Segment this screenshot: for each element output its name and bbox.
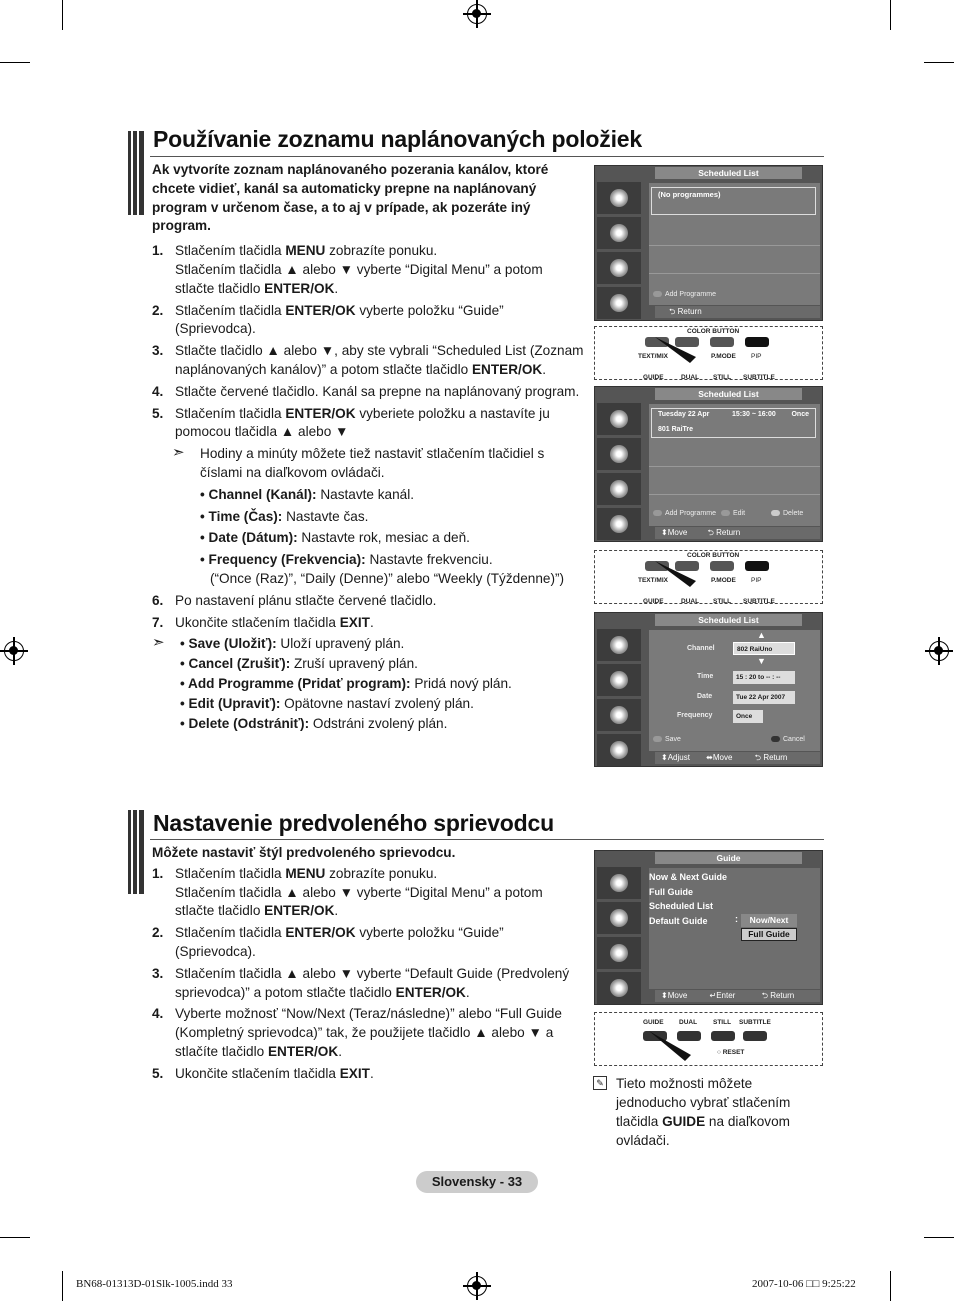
still-button[interactable] (711, 1031, 735, 1041)
edit-button[interactable]: Edit (721, 510, 745, 517)
step-item: 5. Ukončite stlačením tlačidla EXIT. (152, 1065, 374, 1081)
step-item: 6. Po nastavení plánu stlačte červené tlačidlo. (152, 592, 437, 608)
return-hint: ⮌ Return (761, 991, 795, 1000)
setup-menu-icon (597, 972, 641, 1004)
bullet-item: • Frequency (Frekvencia): Nastavte frekvenciu. (“Once (Raz)”, “Daily (Denne)” alebo “Weekly (Týždenne)”) (200, 552, 565, 586)
add-programme-button[interactable]: Add Programme (653, 510, 716, 517)
time-field[interactable]: 15 : 20 to -- : -- (733, 671, 795, 684)
return-hint: ⮌ Return (754, 753, 788, 762)
sound-menu-icon (597, 902, 641, 934)
bullet-item: • Date (Dátum): Nastavte rok, mesiac a deň. (200, 530, 470, 546)
scheduled-item[interactable]: Tuesday 22 Apr 15:30 ~ 16:00 Once 801 RaiTre (651, 408, 816, 438)
sound-menu-icon (597, 438, 641, 470)
still-label: STILL (713, 374, 732, 380)
dual-label: DUAL (681, 598, 700, 604)
sound-menu-icon (597, 664, 641, 696)
step-item: 5. Stlačením tlačidla ENTER/OK vyberiete položku a nastavíte ju pomocou tlačidla ▲ alebo ▼ (152, 405, 550, 440)
menu-item-default-guide[interactable]: Default Guide (649, 915, 708, 926)
screen-title: Scheduled List (655, 614, 802, 626)
crop-mark (890, 0, 891, 30)
screen-footer (655, 306, 820, 318)
menu-item-scheduled-list[interactable]: Scheduled List (649, 901, 714, 911)
textmix-label: TEXT/MIX (638, 353, 668, 360)
section-rule (150, 839, 824, 840)
registration-mark-icon (467, 1276, 487, 1296)
guide-menu-panel (649, 868, 820, 989)
remote-crop-guide-button (594, 1012, 823, 1066)
tip-text: Tieto možnosti môžete jednoducho vybrať stlačením tlačidla GUIDE na diaľkovom ovládači. (616, 1076, 791, 1148)
green-button-icon (721, 510, 730, 516)
option-full-guide[interactable]: Full Guide (741, 928, 797, 941)
pointer-hand-icon (650, 559, 710, 589)
move-hint: ⬍Move (661, 991, 688, 1000)
pip-label: PIP (751, 353, 762, 360)
down-arrow-icon: ▼ (757, 656, 766, 666)
setup-menu-icon (597, 734, 641, 766)
pointer-hand-icon (650, 335, 710, 365)
screen-title: Scheduled List (655, 167, 802, 179)
menu-sidebar (597, 867, 641, 1007)
crop-mark (0, 62, 30, 63)
note: ➣ Hodiny a minúty môžete tiež nastaviť stlačením tlačidiel s číslami na diaľkovom ovládači. (172, 444, 545, 480)
channel-label: Channel (687, 645, 715, 652)
return-hint: ⮌ Return (669, 307, 702, 316)
picture-menu-icon (597, 867, 641, 899)
note-list (152, 635, 584, 733)
screen-footer (655, 990, 820, 1002)
option-now-next[interactable]: Now/Next (741, 914, 797, 927)
channel-menu-icon (597, 937, 641, 969)
list-item-empty: (No programmes) (651, 187, 816, 215)
crop-mark (890, 1271, 891, 1301)
picture-menu-icon (597, 403, 641, 435)
bullet-item: • Delete (Odstrániť): Odstráni zvolený plán. (180, 715, 448, 731)
tv-screen-guide (594, 850, 823, 1005)
screen-footer (655, 527, 820, 539)
textmix-label: TEXT/MIX (638, 577, 668, 584)
return-hint: ⮌ Return (707, 528, 741, 537)
yellow-button[interactable] (710, 337, 734, 347)
intro-text: Môžete nastaviť štýl predvoleného sprievodcu. (152, 845, 456, 860)
time-label: Time (697, 673, 714, 680)
list-panel (649, 183, 820, 305)
registration-mark-icon (929, 641, 949, 661)
registration-mark-icon (4, 641, 24, 661)
menu-item-now-next[interactable]: Now & Next Guide (649, 872, 728, 882)
pmode-label: P.MODE (711, 577, 736, 584)
subtitle-button[interactable] (743, 1031, 767, 1041)
tv-screen-scheduled-list-empty (594, 165, 823, 321)
bullet-item: • Time (Čas): Nastavte čas. (200, 508, 369, 524)
blue-button-icon (771, 736, 780, 742)
note-arrow-icon: ➣ (152, 634, 165, 652)
list-panel (649, 404, 820, 526)
setup-menu-icon (597, 287, 641, 319)
guide-label: GUIDE (643, 598, 664, 604)
channel-menu-icon (597, 252, 641, 284)
delete-button[interactable]: Delete (771, 510, 803, 517)
guide-menu-list (649, 870, 727, 928)
date-field[interactable]: Tue 22 Apr 2007 (733, 691, 795, 704)
bullet-item: • Cancel (Zrušiť): Zruší upravený plán. (180, 656, 418, 672)
step-item: 1. Stlačením tlačidla MENU zobrazíte ponuku. Stlačením tlačidla ▲ alebo ▼ vyberte “Digital Menu” a potom stlačte tlačidlo ENTER/OK. (152, 865, 543, 919)
step-item: 3. Stlačte tlačidlo ▲ alebo ▼, aby ste vybrali “Scheduled List (Zoznam naplánovaných kanálov)” a potom stlačte tlačidlo ENTER/OK. (152, 343, 584, 377)
screen-title: Guide (655, 852, 802, 864)
dual-label: DUAL (681, 374, 700, 380)
note-icon: ✎ (593, 1076, 607, 1090)
pmode-label: P.MODE (711, 353, 736, 360)
pip-label: PIP (751, 577, 762, 584)
channel-menu-icon (597, 699, 641, 731)
page-number: Slovensky - 33 (416, 1171, 538, 1193)
channel-menu-icon (597, 473, 641, 505)
registration-mark-icon (467, 4, 487, 24)
up-arrow-icon: ▲ (757, 630, 766, 640)
remote-crop-color-buttons (594, 550, 823, 604)
section-bar (128, 810, 144, 894)
red-button-icon (653, 510, 662, 516)
dual-label: DUAL (679, 1019, 698, 1026)
step-item: 2. Stlačením tlačidla ENTER/OK vyberte položku “Guide” (Sprievodca). (152, 925, 504, 959)
crop-mark (62, 0, 63, 30)
section-rule (150, 156, 824, 157)
frequency-field[interactable]: Once (733, 710, 763, 723)
bullet-item: • Channel (Kanál): Nastavte kanál. (200, 486, 415, 502)
picture-menu-icon (597, 629, 641, 661)
red-button-icon (653, 736, 662, 742)
step-item: 4. Vyberte možnosť “Now/Next (Teraz/následne)” alebo “Full Guide (Kompletný sprievodca)” tak, že použijete tlačidlo ▲ alebo ▼ a stlačíte tlačidlo ENTER/OK. (152, 1006, 562, 1059)
picture-menu-icon (597, 182, 641, 214)
reset-button[interactable]: ○ RESET (717, 1049, 745, 1056)
menu-sidebar (597, 403, 641, 543)
frequency-label: Frequency (677, 712, 713, 719)
section1-text (152, 161, 584, 734)
yellow-button-icon (771, 510, 780, 516)
guide-label: GUIDE (643, 374, 664, 380)
footer-timestamp: 2007-10-06 □□ 9:25:22 (752, 1278, 856, 1290)
section2-text (152, 844, 584, 1087)
step-item: 3. Stlačením tlačidla ▲ alebo ▼ vyberte “Default Guide (Predvolený sprievodca)” a potom stlačte tlačidlo ENTER/OK. (152, 965, 570, 1000)
section-bar (128, 131, 144, 215)
step-item: 4. Stlačte červené tlačidlo. Kanál sa prepne na naplánovaný program. (152, 383, 580, 399)
save-button[interactable]: Save (653, 736, 681, 743)
bullet-item: • Edit (Upraviť): Opätovne nastaví zvolený plán. (180, 695, 474, 711)
move-hint: ⬍Move (661, 528, 688, 537)
enter-hint: ↵Enter (709, 991, 736, 1000)
menu-sidebar (597, 629, 641, 769)
colon: : (735, 914, 738, 924)
still-label: STILL (713, 1019, 732, 1026)
bullet-item: • Save (Uložiť): Uloží upravený plán. (180, 636, 405, 652)
color-button-label: COLOR BUTTON (687, 328, 740, 335)
step-item: 1. Stlačením tlačidla MENU zobrazíte ponuku. Stlačením tlačidla ▲ alebo ▼ vyberte “Digital Menu” a potom stlačte tlačidlo ENTER/OK. (152, 243, 543, 296)
screen-footer (655, 752, 820, 764)
setup-menu-icon (597, 508, 641, 540)
channel-field[interactable]: 802 RaiUno (733, 642, 795, 655)
crop-mark (924, 62, 954, 63)
blue-button[interactable] (745, 561, 769, 571)
section-title: Používanie zoznamu naplánovaných položiek (153, 126, 642, 152)
adjust-hint: ⬍Adjust (661, 753, 690, 762)
edit-panel (649, 630, 820, 751)
cancel-button[interactable]: Cancel (771, 736, 805, 743)
section-title: Nastavenie predvoleného sprievodcu (153, 810, 554, 836)
yellow-button[interactable] (710, 561, 734, 571)
blue-button[interactable] (745, 337, 769, 347)
crop-mark (0, 1237, 30, 1238)
note-arrow-icon: ➣ (172, 444, 185, 462)
step-item: 2. Stlačením tlačidla ENTER/OK vyberte položku “Guide” (Sprievodca). (152, 302, 504, 337)
step-item: 7. Ukončite stlačením tlačidla EXIT. (152, 614, 374, 630)
menu-sidebar (597, 182, 641, 322)
subtitle-label: SUBTITLE (739, 1019, 771, 1026)
crop-mark (62, 1271, 63, 1301)
menu-item-full-guide[interactable]: Full Guide (649, 886, 693, 897)
footer-file-info: BN68-01313D-01Slk-1005.indd 33 (76, 1278, 233, 1290)
sound-menu-icon (597, 217, 641, 249)
still-label: STILL (713, 598, 732, 604)
tv-screen-scheduled-list (594, 386, 823, 542)
add-programme-button[interactable]: Add Programme (653, 291, 716, 298)
date-label: Date (697, 693, 713, 700)
color-button-label: COLOR BUTTON (687, 552, 740, 559)
pointer-hand-icon (645, 1029, 705, 1065)
bullet-item: • Add Programme (Pridať program): Pridá nový plán. (180, 675, 512, 691)
crop-mark (924, 1237, 954, 1238)
subtitle-label: SUBTITLE (743, 598, 775, 604)
red-button-icon (653, 291, 662, 297)
guide-label: GUIDE (643, 1019, 664, 1026)
remote-crop-color-buttons (594, 326, 823, 380)
screen-title: Scheduled List (655, 388, 802, 400)
subtitle-label: SUBTITLE (743, 374, 775, 380)
tv-screen-schedule-edit (594, 612, 823, 767)
intro-text: Ak vytvoríte zoznam naplánovaného pozerania kanálov, ktoré chcete vidieť, kanál sa automaticky prepne na naplánovaný program v určenom čase, a to aj v prípade, ak pozeráte iný program. (152, 162, 549, 234)
move-hint: ⬌Move (706, 753, 733, 762)
